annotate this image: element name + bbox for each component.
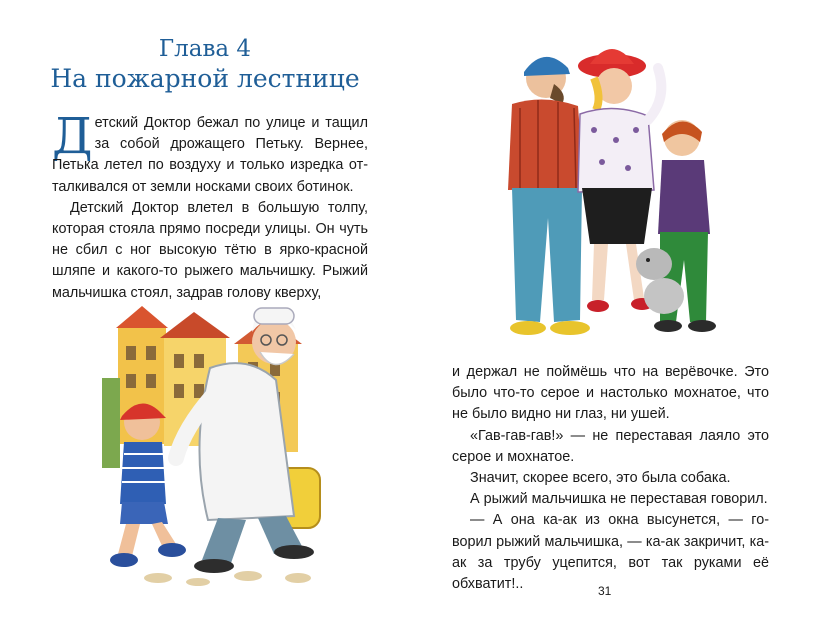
doctor-and-boy-running-illustration [98, 298, 338, 588]
left-text-column [52, 107, 368, 304]
chapter-title: На пожарной лестнице [50, 64, 360, 93]
paragraph: — А она ка-ак из окна высунется, — говорил рыжий мальчишка, — ка-ак закричит, ка-ак за трубу уцепится, вот так руками её обхватит!.. [452, 512, 769, 593]
paragraph: и держал не поймёшь что на верёвочке. Это было что-то серое и настолько мохнатое, что не было видно ни глаз, ни ушей. [452, 364, 769, 423]
paragraph: етский Доктор бежал по улице и тащил за собой дрожащего Петьку. Вернее, Петька летел по воздуху и только изредка отталкивался от земли носками своих ботинок. [52, 115, 368, 195]
chapter-number: Глава 4 [158, 36, 252, 62]
paragraph: Значит, скорее всего, это была собака. [470, 470, 731, 487]
page-number: 31 [598, 584, 612, 598]
paragraph: «Гав-гав-гав!» — не переставая лаяло это серое и мохнатое. [452, 427, 769, 465]
crowd-looking-up-illustration [498, 38, 738, 340]
right-text-column [452, 362, 769, 595]
paragraph: Детский Доктор влетел в большую толпу, которая стояла прямо посреди улицы. Он чуть не сбил с ног высокую тётю в ярко-красной шляпе и какого-то рыжего мальчишку. Рыжий мальчишка стоял, задрав голову кверху, [52, 199, 368, 301]
man-in-cap-figure [508, 57, 590, 335]
cobblestones [144, 571, 311, 586]
drop-cap: Д [52, 107, 93, 165]
paragraph: А рыжий мальчишка не переставая говорил. [470, 491, 768, 508]
